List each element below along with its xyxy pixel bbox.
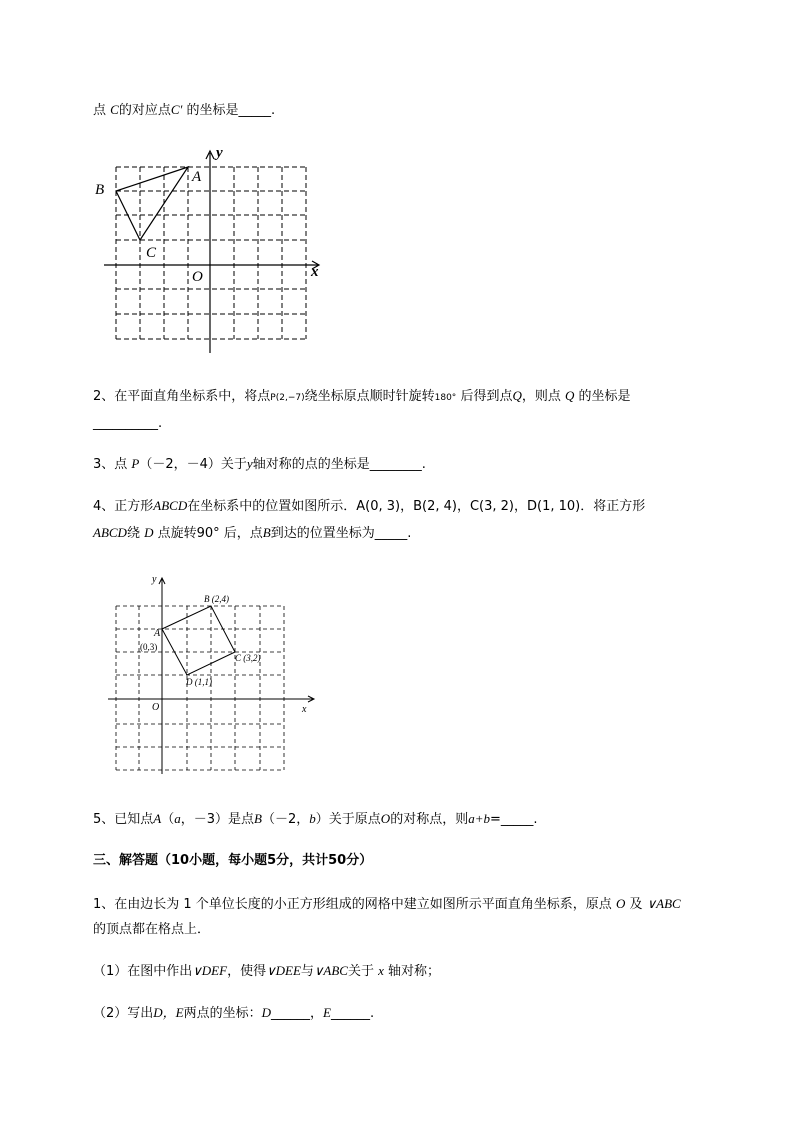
y-axis-label: y (152, 574, 157, 585)
point-b-label: B (2,4) (204, 594, 229, 604)
origin-label: O (152, 702, 160, 713)
point-a-label: A (192, 169, 202, 185)
solve-question-1-cont: 的顶点都在格点上． (93, 922, 211, 937)
question-2: 2、在平面直角坐标系中，将点P(2,−7)绕坐标原点顺时针旋转180° 后得到点Q，则点 Q 的坐标是 (93, 388, 631, 404)
solve-question-1: 1、在由边长为 1 个单位长度的小正方形组成的网格中建立如图所示平面直角坐标系，原点 O 及 ∨ABC (93, 896, 681, 912)
y-axis-label: y (216, 145, 223, 161)
origin-label: O (192, 269, 203, 285)
square-abcd (162, 606, 235, 675)
point-b-label: B (95, 182, 105, 198)
solve-question-1-part2: （2）写出D，E两点的坐标：D______，E______. (93, 1005, 375, 1021)
point-a-coord: (0,3) (140, 642, 158, 652)
question-3: 3、点 P（－2，－4）关于y轴对称的点的坐标是________. (93, 456, 426, 472)
question-tail-text: 点 C的对应点C′ 的坐标是_____. (93, 102, 276, 118)
solve-question-1-part1: （1）在图中作出∨DEF，使得∨DEE与∨ABC关于 x 轴对称； (93, 963, 441, 979)
question-5: 5、已知点A（a，－3）是点B（－2，b）关于原点O的对称点，则a+b=_____. (93, 811, 538, 827)
answer-blank: _____ (238, 103, 271, 118)
figure-triangle-grid (90, 145, 330, 360)
question-2-blank: __________. (93, 416, 163, 431)
point-d-label: D (1,1) (186, 677, 212, 687)
point-a-label: A (154, 628, 161, 639)
triangle-abc (116, 167, 188, 240)
point-c-label: C (3,2) (235, 653, 261, 663)
figure-square-grid (100, 570, 330, 780)
x-axis-label: x (302, 704, 307, 715)
question-4: 4、正方形ABCD在坐标系中的位置如图所示．A(0, 3)，B(2, 4)，C(3, 2)，D(1, 10)．将正方形 (93, 498, 646, 514)
section-title: 三、解答题（10小题，每小题5分，共计50分） (93, 853, 373, 868)
x-axis-label: x (311, 264, 319, 280)
question-4-cont: ABCD绕 D 点旋转90° 后，点B到达的位置坐标为_____. (93, 525, 412, 541)
point-c-label: C (146, 245, 157, 261)
